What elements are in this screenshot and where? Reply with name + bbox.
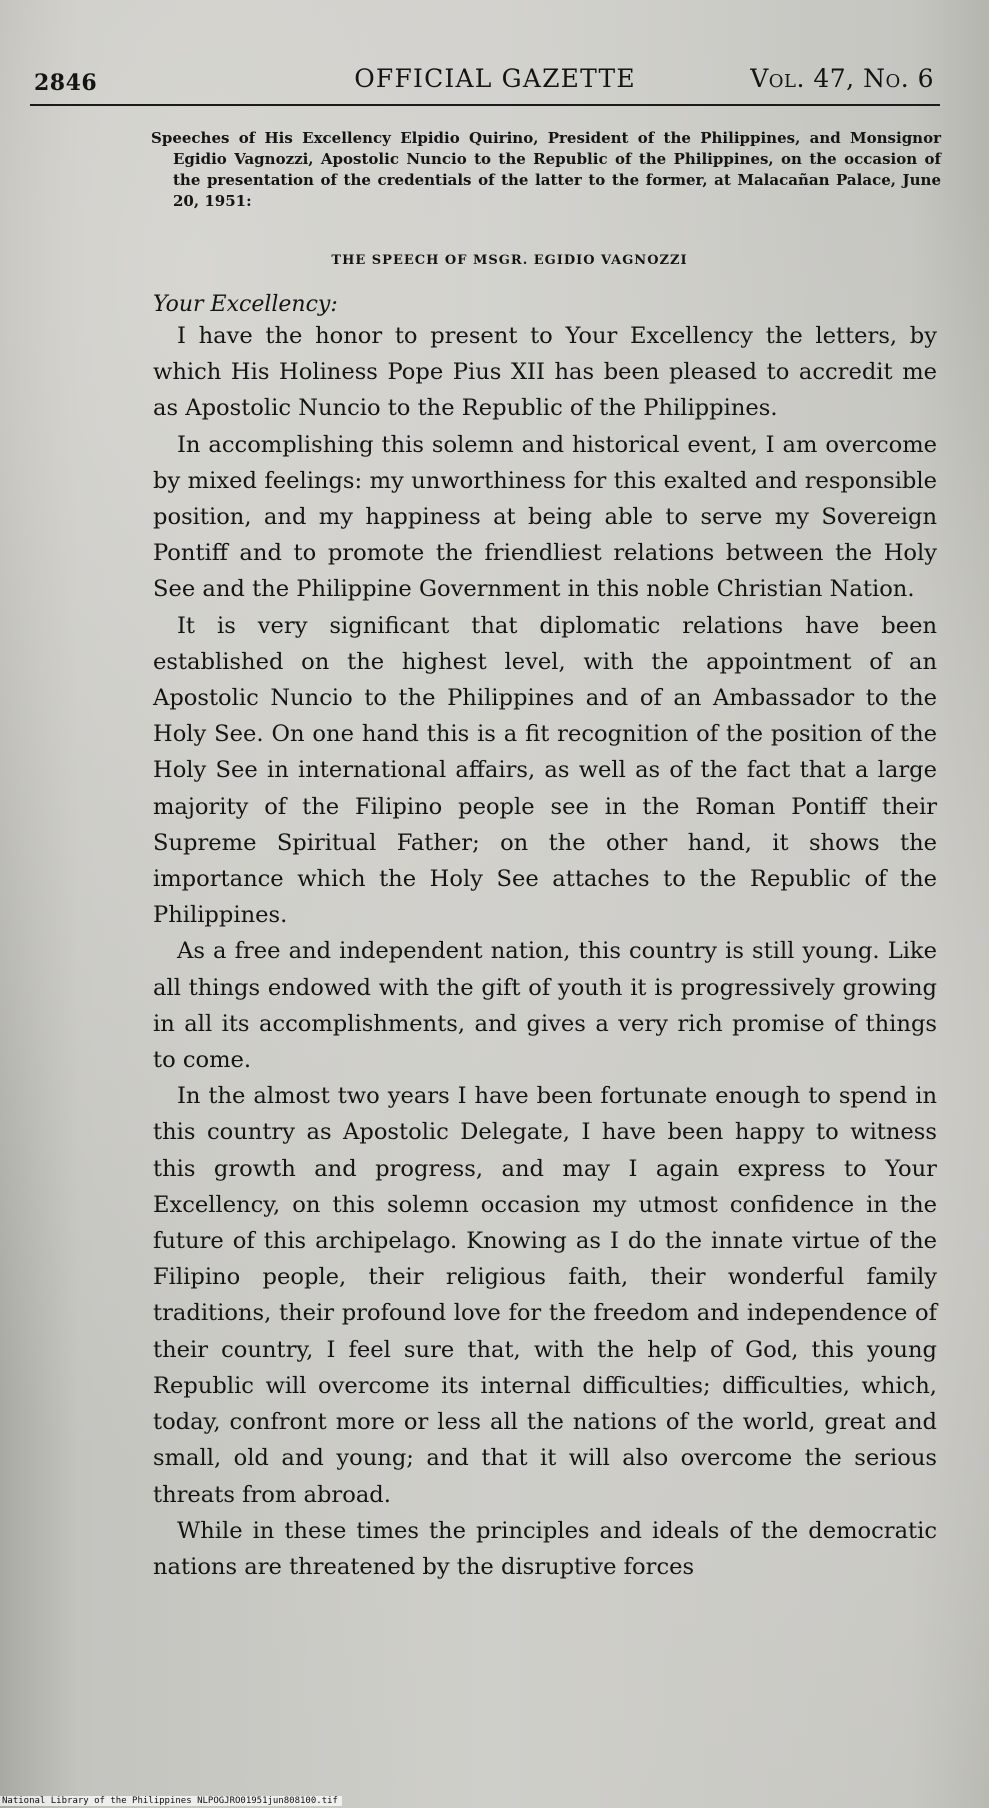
header-rule [30, 104, 940, 106]
scan-footer: National Library of the Philippines NLPOGJRO01951jun808100.tif [0, 1796, 342, 1806]
paragraph: As a free and independent nation, this country is still young. Like all things endowed with the gift of youth it is progressively growing in all its accomplishments, and gives a very rich promise of things to come. [153, 938, 937, 1074]
page-number: 2846 [34, 70, 98, 96]
publication-title: OFFICIAL GAZETTE [354, 64, 636, 93]
salutation: Your Excellency: [153, 292, 338, 317]
issue-label: Vol. 47, No. 6 [750, 64, 934, 93]
summary-text: Speeches of His Excellency Elpidio Quirino, President of the Philippines, and Monsignor Egidio Vagnozzi, Apostolic Nuncio to the Republic of the Philippines, on the occasion of the presentation of the credentials of the latter to the former, at Malacañan Palace, June 20, 1951: [151, 129, 941, 210]
speech-heading: THE SPEECH OF MSGR. EGIDIO VAGNOZZI [331, 253, 688, 268]
paragraph: While in these times the principles and ideals of the democratic nations are threatened by the disruptive forces [153, 1517, 937, 1580]
page-header [26, 58, 964, 98]
speech-summary [151, 128, 941, 212]
paragraph: It is very significant that diplomatic relations have been established on the highest level, with the appointment of an Apostolic Nuncio to the Philippines and of an Ambassador to the Holy See. On one hand this is a fit recognition of the position of the Holy See in international affairs, as well as of the fact that a large majority of the Filipino people see in the Roman Pontiff their Supreme Spiritual Father; on the other hand, it shows the importance which the Holy See attaches to the Republic of the Philippines. [153, 612, 937, 929]
speech-body [153, 318, 937, 1585]
paragraph: I have the honor to present to Your Excellency the letters, by which His Holiness Pope Pius XII has been pleased to accredit me as Apostolic Nuncio to the Republic of the Philippines. [153, 323, 937, 422]
paragraph: In accomplishing this solemn and historical event, I am overcome by mixed feelings: my unworthiness for this exalted and responsible position, and my happiness at being able to serve my Sovereign Pontiff and to promote the friendliest relations between the Holy See and the Philippine Government in this noble Christian Nation. [153, 431, 937, 603]
paragraph: In the almost two years I have been fortunate enough to spend in this country as Apostolic Delegate, I have been happy to witness this growth and progress, and may I again express to Your Excellency, on this solemn occasion my utmost confidence in the future of this archipelago. Knowing as I do the innate virtue of the Filipino people, their religious faith, their wonderful family traditions, their profound love for the freedom and independence of their country, I feel sure that, with the help of God, this young Republic will overcome its internal difficulties; difficulties, which, today, confront more or less all the nations of the world, great and small, old and young; and that it will also overcome the serious threats from abroad. [153, 1083, 937, 1508]
